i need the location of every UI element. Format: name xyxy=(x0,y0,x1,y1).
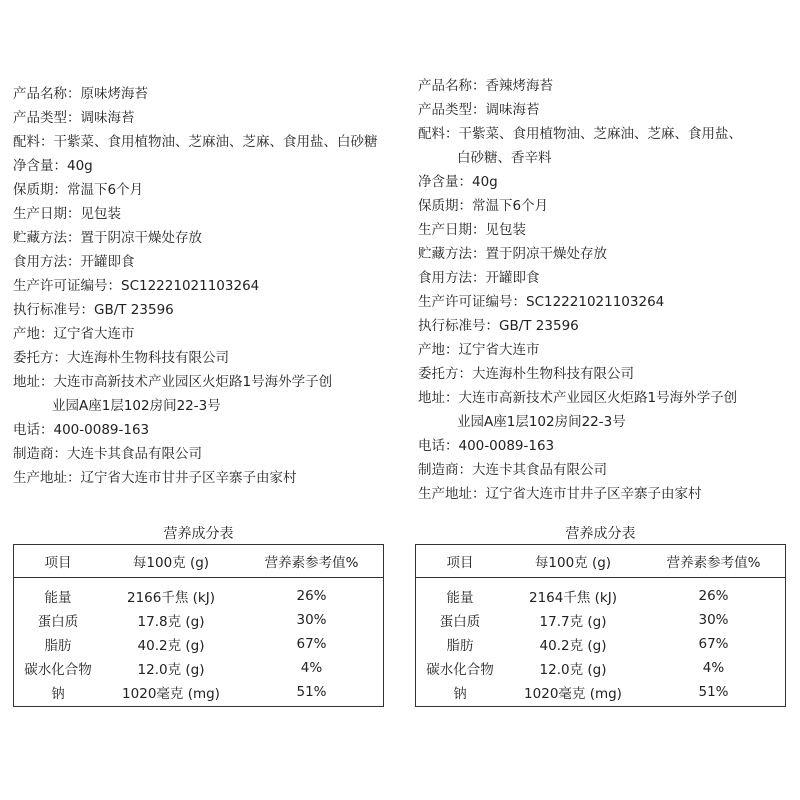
nutrient-amount: 12.0克 (g) xyxy=(539,662,607,678)
nutrient-name: 蛋白质 xyxy=(37,614,79,630)
info-line: 生产日期：见包装 xyxy=(418,222,526,238)
info-line: 制造商：大连卡其食品有限公司 xyxy=(13,446,202,462)
table-row xyxy=(14,656,383,680)
product-info-spicy xyxy=(418,74,798,506)
nutrient-amount: 40.2克 (g) xyxy=(539,638,607,654)
table-row xyxy=(14,632,383,656)
info-line: 产品类型：调味海苔 xyxy=(13,110,135,126)
nutrition-table-body xyxy=(416,578,785,704)
nutrient-nrv: 26% xyxy=(698,588,729,604)
nutrition-table-header xyxy=(416,545,785,578)
nutrient-name: 碳水化合物 xyxy=(24,662,92,678)
info-line: 贮藏方法：置于阴凉干燥处存放 xyxy=(13,230,202,246)
nutrient-amount: 17.8克 (g) xyxy=(137,614,205,630)
info-line: 委托方：大连海朴生物科技有限公司 xyxy=(13,350,229,366)
info-line: 委托方：大连海朴生物科技有限公司 xyxy=(418,366,634,382)
info-line: 生产许可证编号：SC12221021103264 xyxy=(418,294,665,310)
info-line: 生产地址：辽宁省大连市甘井子区辛寨子由家村 xyxy=(418,486,702,502)
header-nrv: 营养素参考值% xyxy=(666,555,761,571)
info-line: 执行标准号：GB/T 23596 xyxy=(418,318,579,334)
info-line: 业园A座1层102房间22-3号 xyxy=(457,414,626,430)
product-info-original xyxy=(13,82,393,490)
info-line: 配料：干紫菜、食用植物油、芝麻油、芝麻、食用盐、 xyxy=(418,126,742,142)
info-line: 白砂糖、香辛料 xyxy=(457,150,552,166)
info-line: 产品名称：原味烤海苔 xyxy=(13,86,148,102)
nutrient-amount: 40.2克 (g) xyxy=(137,638,205,654)
nutrient-nrv: 67% xyxy=(296,636,327,652)
nutrient-amount: 2166千焦 (kJ) xyxy=(127,590,215,606)
info-line: 产地：辽宁省大连市 xyxy=(418,342,540,358)
nutrient-nrv: 51% xyxy=(698,684,729,700)
nutrient-name: 能量 xyxy=(446,590,474,606)
nutrient-nrv: 51% xyxy=(296,684,327,700)
info-line: 产地：辽宁省大连市 xyxy=(13,326,135,342)
nutrient-nrv: 30% xyxy=(296,612,327,628)
info-line: 电话：400-0089-163 xyxy=(418,438,555,454)
nutrient-amount: 1020毫克 (mg) xyxy=(122,686,220,702)
nutrition-title-original: 营养成分表 xyxy=(163,526,234,542)
info-line: 地址：大连市高新技术产业园区火炬路1号海外学子创 xyxy=(13,374,333,390)
header-nrv: 营养素参考值% xyxy=(264,555,359,571)
table-row xyxy=(416,608,785,632)
info-line: 生产许可证编号：SC12221021103264 xyxy=(13,278,260,294)
info-line: 生产地址：辽宁省大连市甘井子区辛寨子由家村 xyxy=(13,470,297,486)
info-line: 生产日期：见包装 xyxy=(13,206,121,222)
table-row xyxy=(14,680,383,704)
info-line: 保质期：常温下6个月 xyxy=(13,182,144,198)
info-line: 食用方法：开罐即食 xyxy=(418,270,540,286)
nutrition-table-body xyxy=(14,578,383,704)
nutrient-name: 脂肪 xyxy=(44,638,72,654)
nutrient-name: 蛋白质 xyxy=(439,614,481,630)
info-line: 产品类型：调味海苔 xyxy=(418,102,540,118)
nutrient-amount: 17.7克 (g) xyxy=(539,614,607,630)
table-row xyxy=(416,680,785,704)
nutrient-amount: 12.0克 (g) xyxy=(137,662,205,678)
nutrient-name: 脂肪 xyxy=(446,638,474,654)
nutrient-nrv: 30% xyxy=(698,612,729,628)
nutrient-amount: 1020毫克 (mg) xyxy=(524,686,622,702)
nutrient-name: 钠 xyxy=(453,686,467,702)
info-line: 贮藏方法：置于阴凉干燥处存放 xyxy=(418,246,607,262)
nutrient-name: 能量 xyxy=(44,590,72,606)
info-line: 食用方法：开罐即食 xyxy=(13,254,135,270)
info-line: 配料：干紫菜、食用植物油、芝麻油、芝麻、食用盐、白砂糖 xyxy=(13,134,378,150)
info-line: 执行标准号：GB/T 23596 xyxy=(13,302,174,318)
nutrient-nrv: 4% xyxy=(702,660,725,676)
header-item: 项目 xyxy=(446,555,474,571)
nutrient-amount: 2164千焦 (kJ) xyxy=(529,590,617,606)
header-item: 项目 xyxy=(44,555,72,571)
info-line: 业园A座1层102房间22-3号 xyxy=(52,398,221,414)
nutrient-nrv: 67% xyxy=(698,636,729,652)
nutrition-title-spicy: 营养成分表 xyxy=(565,526,636,542)
header-per-100g: 每100克 (g) xyxy=(534,555,612,571)
info-line: 净含量：40g xyxy=(418,174,498,190)
table-row xyxy=(14,584,383,608)
nutrition-table-spicy xyxy=(415,544,786,707)
table-row xyxy=(416,584,785,608)
info-line: 电话：400-0089-163 xyxy=(13,422,150,438)
table-row xyxy=(416,632,785,656)
table-row xyxy=(14,608,383,632)
nutrient-name: 钠 xyxy=(51,686,65,702)
info-line: 地址：大连市高新技术产业园区火炬路1号海外学子创 xyxy=(418,390,738,406)
nutrient-nrv: 26% xyxy=(296,588,327,604)
nutrition-table-header xyxy=(14,545,383,578)
nutrient-name: 碳水化合物 xyxy=(426,662,494,678)
nutrition-table-original xyxy=(13,544,384,707)
info-line: 制造商：大连卡其食品有限公司 xyxy=(418,462,607,478)
table-row xyxy=(416,656,785,680)
info-line: 产品名称：香辣烤海苔 xyxy=(418,78,553,94)
header-per-100g: 每100克 (g) xyxy=(132,555,210,571)
nutrient-nrv: 4% xyxy=(300,660,323,676)
info-line: 净含量：40g xyxy=(13,158,93,174)
info-line: 保质期：常温下6个月 xyxy=(418,198,549,214)
